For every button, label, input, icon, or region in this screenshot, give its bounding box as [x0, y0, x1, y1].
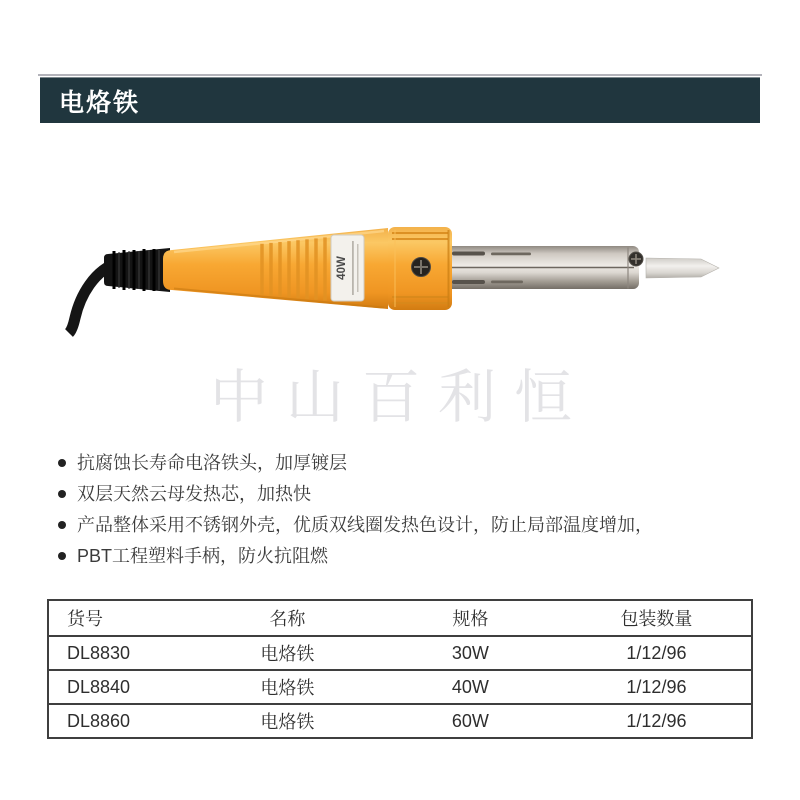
feature-text: 双层天然云母发热芯，加热快 — [77, 484, 311, 504]
cell-spec: 60W — [379, 704, 562, 738]
bullet-dot — [58, 490, 66, 498]
feature-text: 抗腐蚀长寿命电洛铁头，加厚镀层 — [77, 453, 347, 473]
table-row — [48, 636, 752, 670]
bullet-dot — [58, 459, 66, 467]
spec-table — [47, 599, 753, 739]
strain-relief-boot — [104, 248, 170, 292]
feature-text: 产品整体采用不锈钢外壳，优质双线圈发热色设计，防止局部温度增加， — [77, 515, 653, 535]
handle-spec-label — [331, 235, 364, 301]
iron-tip — [646, 258, 719, 278]
feature-item — [58, 514, 758, 536]
cell-spec: 40W — [379, 670, 562, 704]
cell-pack-qty: 1/12/96 — [562, 704, 752, 738]
cell-name: 电烙铁 — [196, 636, 379, 670]
feature-item — [58, 483, 758, 505]
barrel-screw — [629, 252, 643, 266]
cell-item-no: DL8830 — [48, 636, 196, 670]
bullet-dot — [58, 521, 66, 529]
feature-item — [58, 452, 758, 474]
col-header-pack-qty: 包装数量 — [562, 600, 752, 636]
section-header-bar — [40, 77, 760, 123]
handle-collar — [388, 227, 452, 310]
table-row — [48, 670, 752, 704]
spec-table-header-row — [48, 600, 752, 636]
cell-name: 电烙铁 — [196, 704, 379, 738]
power-rating-text: 40W — [336, 256, 348, 280]
feature-text: PBT工程塑料手柄，防火抗阻燃 — [77, 546, 329, 566]
bullet-dot — [58, 552, 66, 560]
feature-list — [58, 452, 758, 576]
iron-barrel — [437, 246, 643, 289]
cell-item-no: DL8840 — [48, 670, 196, 704]
col-header-item-no: 货号 — [48, 600, 196, 636]
collar-screw — [412, 258, 431, 277]
col-header-name: 名称 — [196, 600, 379, 636]
top-divider-line — [38, 74, 762, 76]
col-header-spec: 规格 — [379, 600, 562, 636]
cell-pack-qty: 1/12/96 — [562, 636, 752, 670]
table-row — [48, 704, 752, 738]
cell-spec: 30W — [379, 636, 562, 670]
cell-pack-qty: 1/12/96 — [562, 670, 752, 704]
watermark-text: 中山百利恒 — [209, 365, 590, 430]
feature-item — [58, 545, 758, 567]
cell-item-no: DL8860 — [48, 704, 196, 738]
page-title: 电烙铁 — [59, 88, 141, 117]
cell-name: 电烙铁 — [196, 670, 379, 704]
